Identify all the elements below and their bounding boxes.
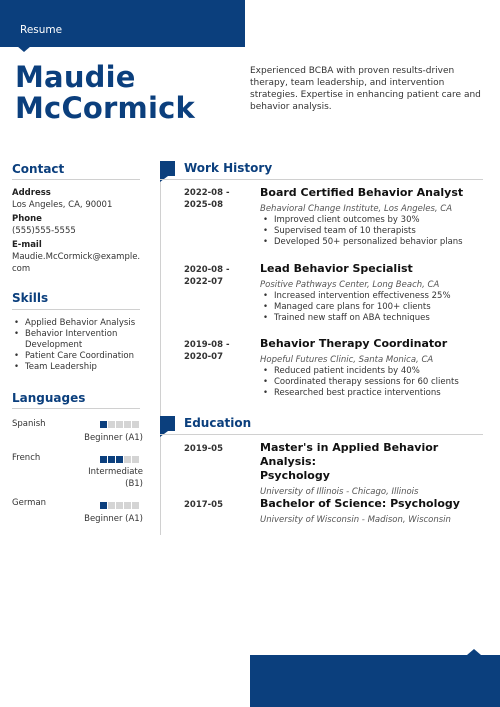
degree-title xyxy=(260,441,490,483)
language-level-line: (B1) xyxy=(125,479,143,489)
address-label: Address xyxy=(12,188,51,198)
language-level-line: Intermediate xyxy=(88,467,143,477)
school-name: University of Wisconsin - Madison, Wisconsin xyxy=(260,515,451,525)
contact-title: Contact xyxy=(12,162,65,176)
address-value: Los Angeles, CA, 90001 xyxy=(12,200,113,210)
language-level xyxy=(83,432,143,444)
language-level-line: Beginner (A1) xyxy=(84,433,143,443)
job-bullets xyxy=(260,291,490,324)
candidate-name xyxy=(15,62,195,124)
footer-block xyxy=(250,655,500,707)
job-bullet: • Trained new staff on ABA techniques xyxy=(260,313,490,324)
job-entry xyxy=(260,186,490,248)
summary: Experienced BCBA with proven results-driven therapy, team leadership, and intervention strategies. Expertise in enhancing patient care and behavior analysis. xyxy=(250,66,481,112)
job-entry xyxy=(260,262,490,324)
meter-square xyxy=(100,456,107,463)
meter-square xyxy=(132,502,139,509)
language-meter xyxy=(100,502,140,509)
meter-square xyxy=(116,421,123,428)
last-name: McCormick xyxy=(15,91,195,125)
job-company: Hopeful Futures Clinic, Santa Monica, CA xyxy=(260,355,434,365)
school-name: University of Illinois - Chicago, Illinois xyxy=(260,487,419,497)
phone-value: (555)555-5555 xyxy=(12,226,76,236)
education-entry xyxy=(260,441,490,498)
meter-square xyxy=(132,421,139,428)
resume-label: Resume xyxy=(20,24,63,36)
education-entry xyxy=(260,497,490,526)
top-banner xyxy=(0,0,245,47)
job-bullets xyxy=(260,366,490,399)
language-level-line: Beginner (A1) xyxy=(84,514,143,524)
contact-rule xyxy=(12,179,140,180)
job-end: 2025-08 xyxy=(184,200,224,210)
job-start: 2022-08 - xyxy=(184,188,230,198)
job-title: Board Certified Behavior Analyst xyxy=(260,186,464,199)
skills-rule xyxy=(12,309,140,310)
job-end: 2022-07 xyxy=(184,277,224,287)
degree-line: Bachelor of Science: Psychology xyxy=(260,497,460,510)
meter-square xyxy=(100,421,107,428)
language-level xyxy=(83,513,143,525)
job-bullet: • Managed care plans for 100+ clients xyxy=(260,302,490,313)
meter-square xyxy=(116,502,123,509)
degree-line: Master's in Applied Behavior Analysis: xyxy=(260,441,439,468)
job-company: Behavioral Change Institute, Los Angeles, CA xyxy=(260,204,453,214)
meter-square xyxy=(108,456,115,463)
degree-line: Psychology xyxy=(260,469,330,482)
meter-square xyxy=(132,456,139,463)
work-flag-icon xyxy=(160,161,175,176)
job-start: 2019-08 - xyxy=(184,340,230,350)
email-label: E-mail xyxy=(12,240,42,250)
meter-square xyxy=(108,421,115,428)
job-title: Lead Behavior Specialist xyxy=(260,262,413,275)
language-name: German xyxy=(12,498,47,508)
column-divider xyxy=(160,168,161,535)
meter-square xyxy=(124,502,131,509)
languages-rule xyxy=(12,408,140,409)
meter-square xyxy=(108,502,115,509)
education-rule xyxy=(160,434,483,435)
education-title: Education xyxy=(184,416,252,430)
job-bullet: • Increased intervention effectiveness 25% xyxy=(260,291,490,302)
job-bullet: • Developed 50+ personalized behavior plans xyxy=(260,237,490,248)
job-company: Positive Pathways Center, Long Beach, CA xyxy=(260,280,440,290)
first-name: Maudie xyxy=(15,60,136,94)
work-rule xyxy=(160,179,483,180)
skills-title: Skills xyxy=(12,291,49,305)
phone-label: Phone xyxy=(12,214,42,224)
education-flag-icon xyxy=(160,416,175,431)
job-bullet: • Improved client outcomes by 30% xyxy=(260,215,490,226)
job-entry xyxy=(260,337,490,399)
job-bullet: • Researched best practice interventions xyxy=(260,388,490,399)
job-end: 2020-07 xyxy=(184,352,224,362)
skill-item: • Team Leadership xyxy=(12,362,147,373)
meter-square xyxy=(116,456,123,463)
meter-square xyxy=(124,456,131,463)
education-date: 2017-05 xyxy=(184,500,224,510)
job-bullet: • Supervised team of 10 therapists xyxy=(260,226,490,237)
meter-square xyxy=(100,502,107,509)
job-dates xyxy=(184,187,244,211)
language-name: French xyxy=(12,453,41,463)
job-bullet: • Coordinated therapy sessions for 60 clients xyxy=(260,377,490,388)
skill-item: • Applied Behavior Analysis xyxy=(12,318,147,329)
language-meter xyxy=(100,456,140,463)
work-history-title: Work History xyxy=(184,161,273,175)
banner-notch xyxy=(17,46,31,52)
job-dates xyxy=(184,264,244,288)
language-name: Spanish xyxy=(12,419,46,429)
job-start: 2020-08 - xyxy=(184,265,230,275)
degree-title xyxy=(260,497,490,511)
job-bullet: • Reduced patient incidents by 40% xyxy=(260,366,490,377)
email-value[interactable] xyxy=(12,251,140,275)
email-line-2: com xyxy=(12,264,31,274)
job-bullets xyxy=(260,215,490,248)
meter-square xyxy=(124,421,131,428)
skill-item: • Behavior Intervention Development xyxy=(12,329,147,351)
email-line-1: Maudie.McCormick@example. xyxy=(12,252,141,262)
language-meter xyxy=(100,421,140,428)
skill-item: • Patient Care Coordination xyxy=(12,351,147,362)
job-dates xyxy=(184,339,244,363)
languages-title: Languages xyxy=(12,391,86,405)
education-date: 2019-05 xyxy=(184,444,224,454)
skills-list xyxy=(12,318,147,373)
language-level xyxy=(83,466,143,490)
job-title: Behavior Therapy Coordinator xyxy=(260,337,448,350)
